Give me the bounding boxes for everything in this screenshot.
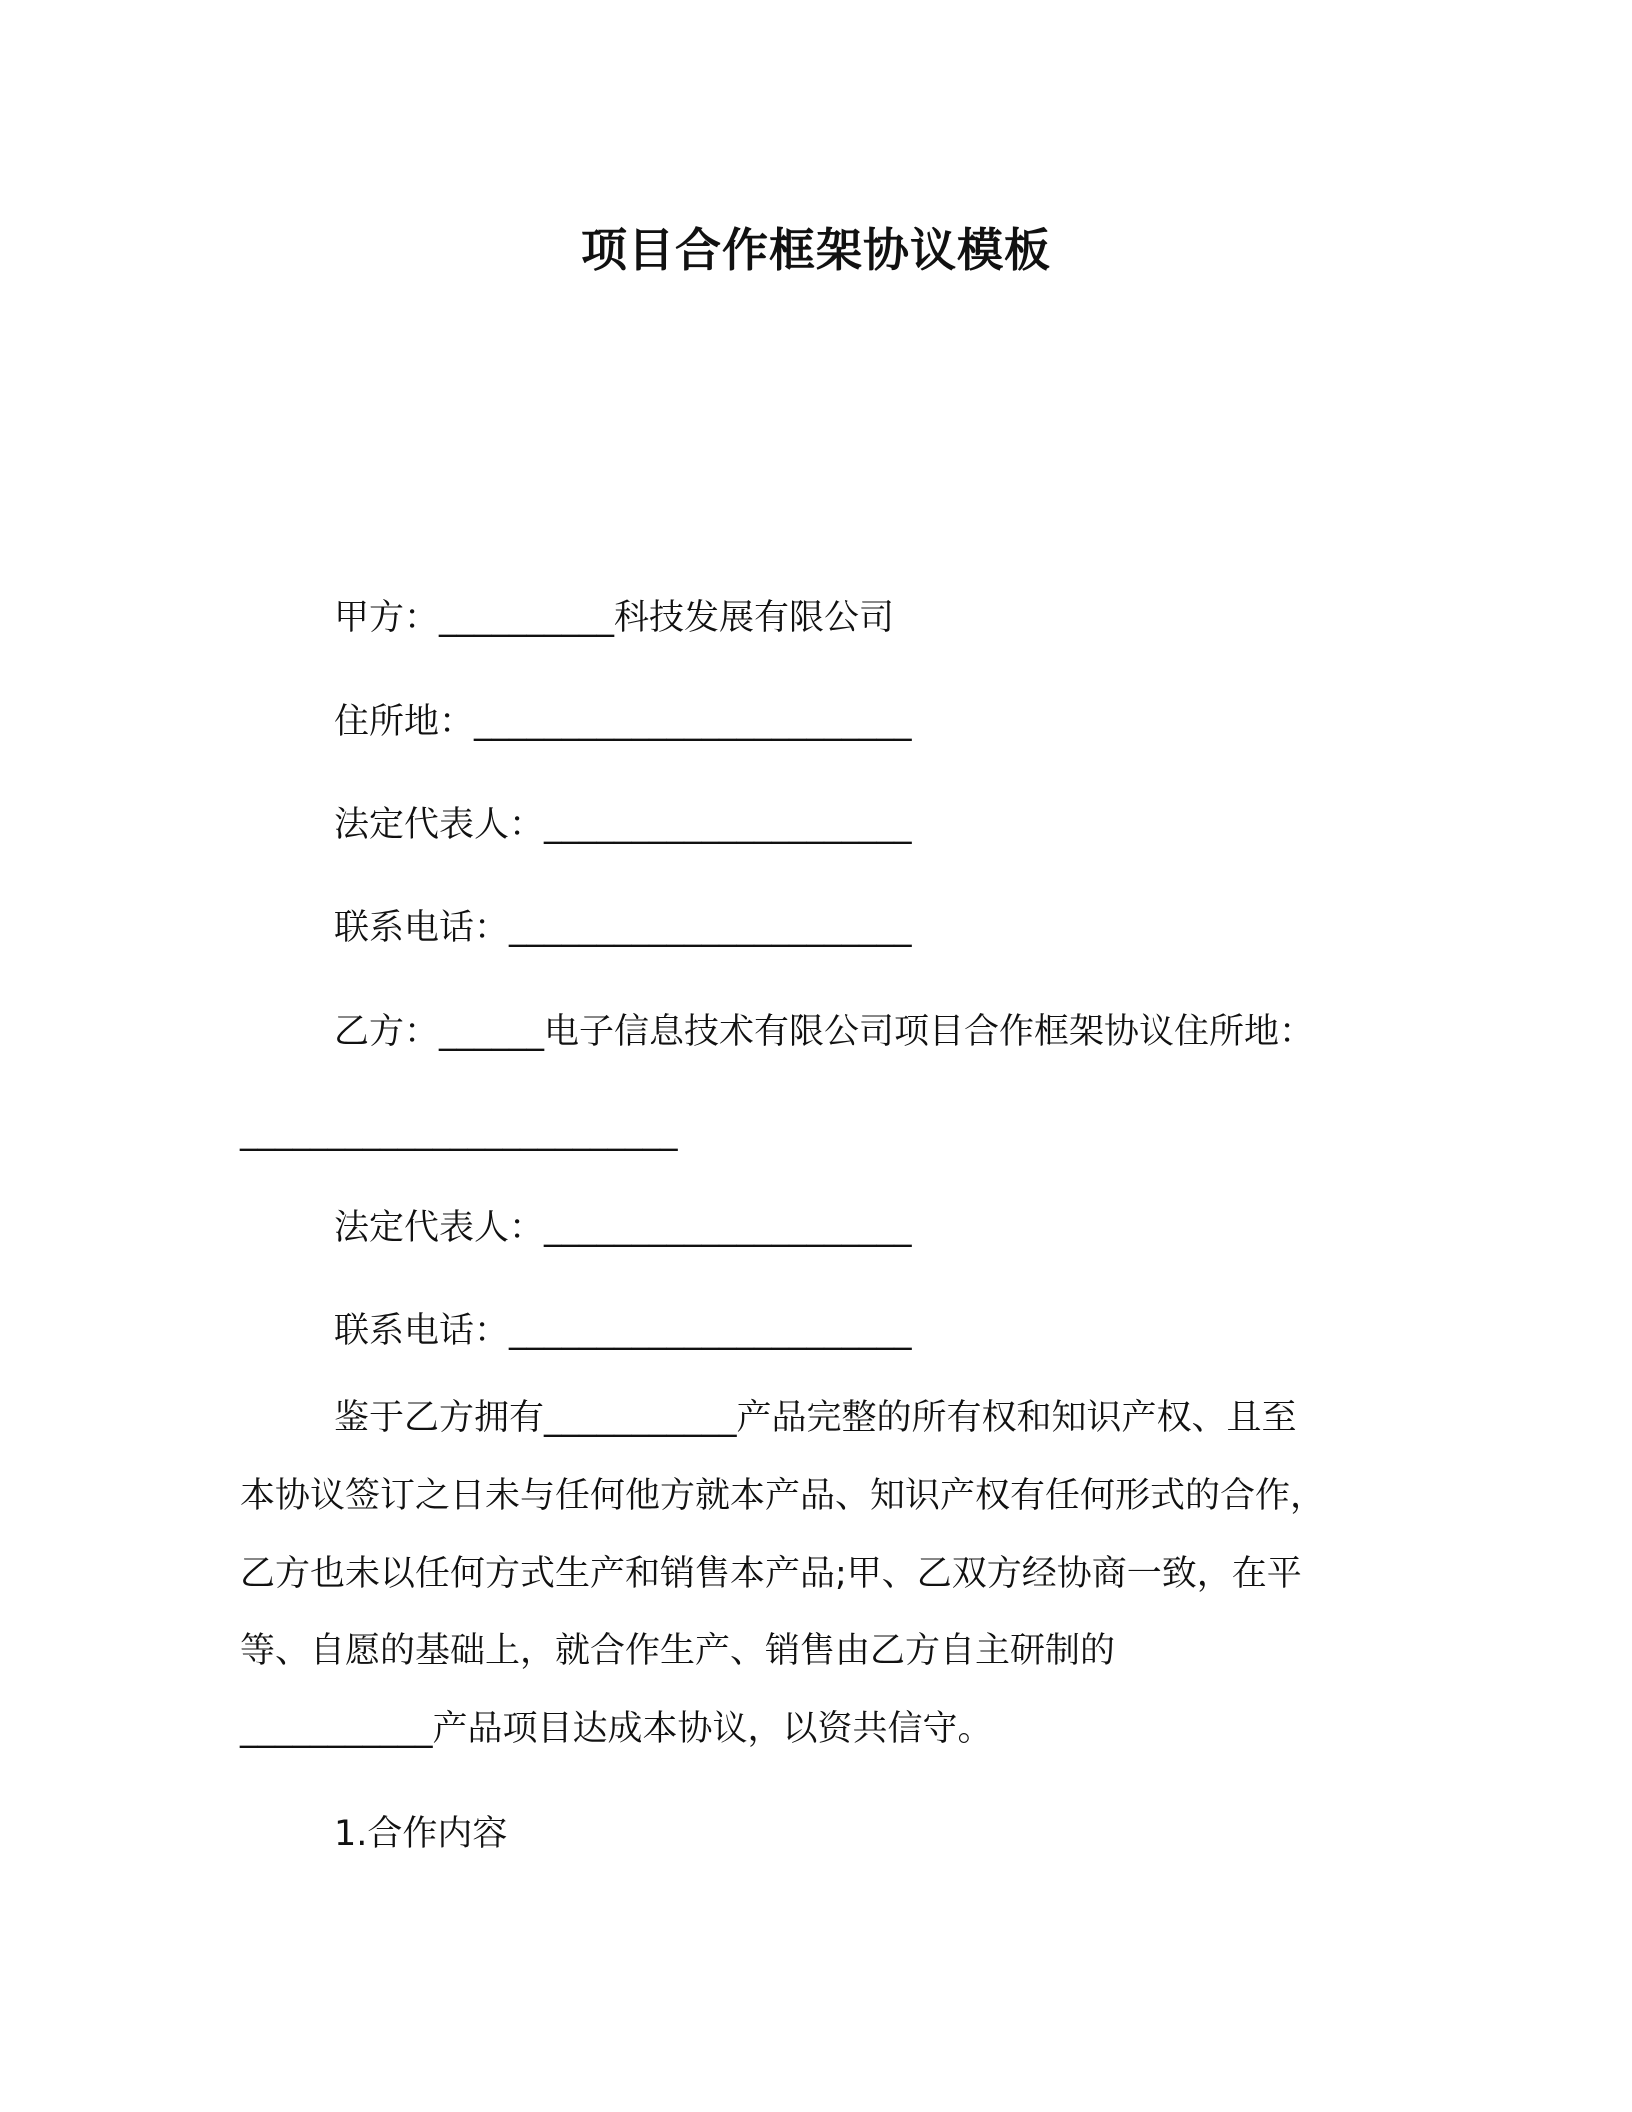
preamble-line-3: 乙方也未以任何方式生产和销售本产品;甲、乙双方经协商一致，在平 bbox=[240, 1554, 1302, 1594]
party-b-name: 乙方：______电子信息技术有限公司项目合作框架协议住所地： bbox=[334, 1012, 1315, 1052]
preamble-line-1: 鉴于乙方拥有___________产品完整的所有权和知识产权、且至 bbox=[334, 1398, 1297, 1438]
party-a-name: 甲方：__________科技发展有限公司 bbox=[334, 598, 895, 638]
preamble-line-2: 本协议签订之日未与任何他方就本产品、知识产权有任何形式的合作， bbox=[240, 1476, 1326, 1516]
party-a-phone: 联系电话：_______________________ bbox=[334, 908, 912, 948]
preamble-line-5: ___________产品项目达成本协议，以资共信守。 bbox=[240, 1709, 993, 1749]
section-1-heading: 1.合作内容 bbox=[334, 1814, 508, 1854]
party-b-phone: 联系电话：_______________________ bbox=[334, 1311, 912, 1351]
preamble-line-4: 等、自愿的基础上，就合作生产、销售由乙方自主研制的 bbox=[240, 1631, 1116, 1671]
party-a-address: 住所地：_________________________ bbox=[334, 702, 912, 742]
document-title: 项目合作框架协议模板 bbox=[581, 223, 1051, 277]
party-b-address-blank: _________________________ bbox=[240, 1112, 678, 1152]
party-a-legal-representative: 法定代表人：_____________________ bbox=[334, 805, 912, 845]
party-b-legal-representative: 法定代表人：_____________________ bbox=[334, 1208, 912, 1248]
